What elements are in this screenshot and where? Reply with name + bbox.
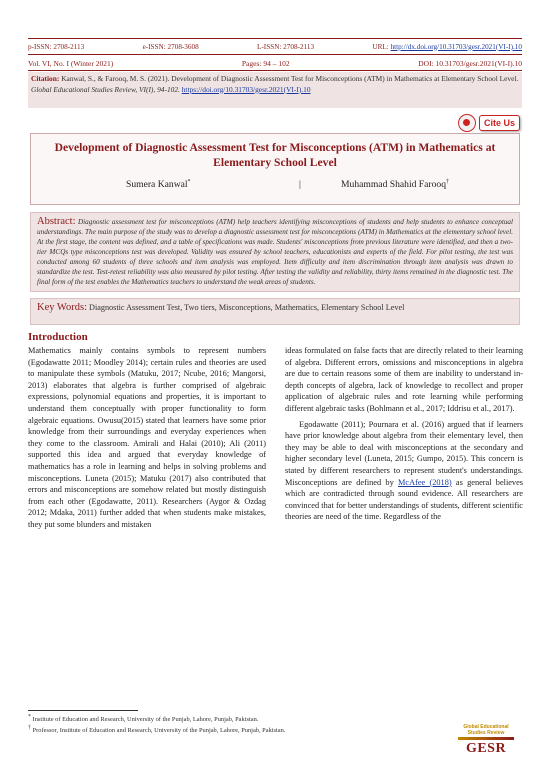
right-paragraph-1: ideas formulated on false facts that are directly related to their learning of algebra. Different errors, omissions and misconceptions in algebra are due to certain reasons some of them are inability to understand in-depth concepts of algebra, lack of knowledge to recollect and proper application of algebraic rules and rote learning while performing different algebraic tasks (Bohlmann et al., 2017; Iddrisu et al., 2017). (285, 346, 523, 413)
cite-us-widget[interactable] (458, 114, 520, 132)
journal-logo-abbr: GESR (465, 741, 507, 756)
volume-info: Vol. VI, No. I (Winter 2021) (28, 58, 114, 68)
e-issn: e-ISSN: 2708-3608 (142, 42, 199, 51)
url-field: URL: http://dx.doi.org/10.31703/gesr.2021(VI-I).10 (372, 42, 522, 51)
mcafee-reference-link[interactable]: McAfee (2018) (398, 477, 452, 487)
author-1: Sumera Kanwal* (126, 179, 191, 191)
doi-url-link[interactable]: http://dx.doi.org/10.31703/gesr.2021(VI-I).10 (390, 42, 522, 51)
keywords-text: Diagnostic Assessment Test, Two tiers, Misconceptions, Mathematics, Elementary School Level (89, 303, 405, 312)
l-issn: L-ISSN: 2708-2113 (257, 42, 315, 51)
citation-journal: Global Educational Studies Review, VI(I), 94-102. (31, 84, 180, 94)
cite-us-button[interactable]: Cite Us (479, 115, 520, 131)
footnote-divider (28, 710, 138, 711)
citation-link[interactable]: https://doi.org/10.31703/gesr.2021(VI-I).10 (181, 84, 311, 94)
abstract-label: Abstract: (37, 216, 76, 227)
journal-logo-line1: Global Educational (463, 724, 509, 730)
journal-logo-bar (458, 737, 514, 740)
citation-label: Citation: (31, 74, 60, 83)
citation-box (28, 72, 522, 108)
keywords-box (30, 298, 520, 325)
left-column (28, 345, 266, 531)
abstract-box (30, 212, 520, 292)
doi-info: DOI: 10.31703/gesr.2021(VI-I).10 (418, 58, 522, 68)
author-2: Muhammad Shahid Farooq† (341, 179, 449, 191)
citation-text: Kanwal, S., & Farooq, M. S. (2021). Development of Diagnostic Assessment Test for Misconceptions (ATM) in Mathematics at Elementary School Level. (61, 74, 519, 83)
footnote-1: * Institute of Education and Research, University of the Punjab, Lahore, Punjab, Pakistan. (28, 714, 259, 724)
title-box (30, 133, 520, 205)
pages-info: Pages: 94 – 102 (241, 58, 290, 68)
journal-logo (452, 724, 520, 764)
p-issn: p-ISSN: 2708-2113 (28, 42, 85, 51)
author-line (31, 179, 519, 195)
footnotes (28, 713, 285, 735)
left-paragraph: Mathematics mainly contains symbols to represent numbers (Egodawatte 2011; Moodley 2014); certain rules and theories are used to manipulate these symbols (Matuku, 2017; Ncube, 2016; Mangorsi, 2013) elaborates that algebra is further comprised of algebraic expressions, polynomial equations and properties, it is important to understand them conceptually with proper functionality to form algebraic equations. Owusu(2015) stated that learners have some prior knowledge from their surroundings and everyday experiences when they come to the classroom. Amirali and Halai (2010); Ali (2011) supported this idea and argued that everyday knowledge of mathematics has a role in learning and helps in solving problems and misconceptions. Luneta (2015); Matuku (2017) also contributed that errors and misconceptions are somehow related but mostly distinguish from each other (Egodawatte, 2011). Researchers (Aygor & Ozdag 2012; Mdaka, 2011) further added that when students make mistakes, they put some blunders and mistaken (28, 346, 266, 529)
footnote-2: † Professor, Institute of Education and Research, University of the Punjab, Lahore, Punjab, Pakistan. (28, 725, 286, 735)
keywords-label: Key Words: (37, 302, 87, 313)
cite-logo-icon (458, 114, 476, 132)
journal-logo-line2: Studies Review (467, 730, 505, 736)
section-heading: Introduction (28, 331, 88, 343)
author-separator: | (299, 179, 301, 190)
right-paragraph-2: Egodawatte (2011); Pournara et al. (2016) argued that if learners have prior knowledge about algebra from their elementary level, then they may be able to deal with misconceptions at the secondary and higher secondary level (Luneta, 2015; Gumpo, 2015). This concern is stated by different researchers to represent student's understandings. Misconceptions are defined by McAfee (2018) as general believes which are contradicted through sound evidence. All researchers are convinced that for better understandings of students, different scientific theories are need of the time. Regardless of the (285, 419, 523, 522)
right-column (285, 345, 523, 523)
abstract-text: Diagnostic assessment test for misconceptions (ATM) help teachers identifying misconceptions of students and help students to enhance conceptual understandings. The main purpose of the study was to develop a diagnostic assessment test for misconceptions (ATM) in Mathematics at the elementary school level. At the first stage, the content was defined, and a table of specifications was made. Students' misconceptions from previous literature were identified, and then a two-tier MCQs type misconceptions test was developed. Validity was ensured by school teachers, educationists and experts of the field. For pilot testing, the test was conducted among 60 students of three schools and item analysis was employed. Item difficulty and item discrimination through item analysis was drawn to standardize the test. Test-retest reliability was also measured by pilot testing. After testing the validity and reliability, thirty items remained in the diagnostic test. The final form of the test enables the Mathematics teachers to understand the weak areas of students. (37, 218, 514, 286)
volume-bar (28, 56, 522, 71)
paper-title: Development of Diagnostic Assessment Test for Misconceptions (ATM) in Mathematics at Elementary School Level (54, 141, 496, 169)
issn-bar (28, 38, 522, 55)
